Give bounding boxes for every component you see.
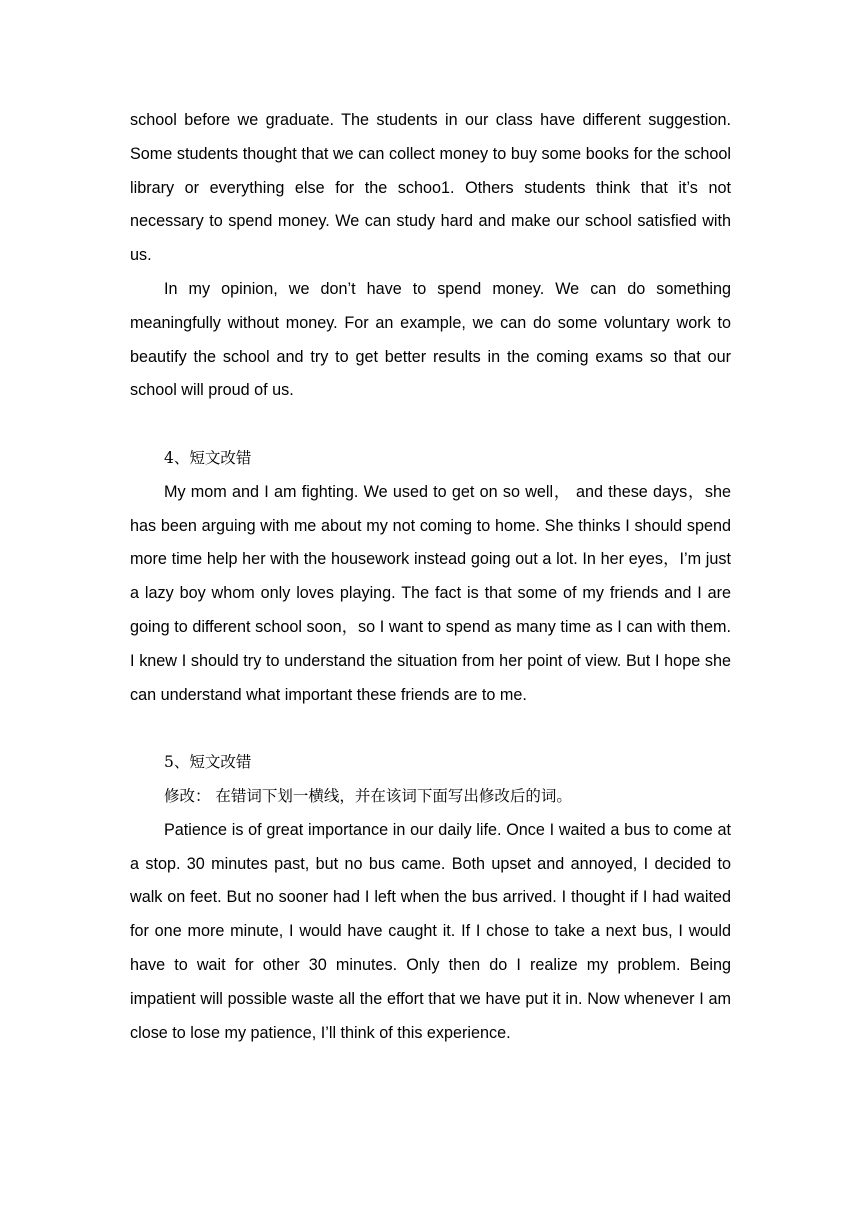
section-spacer [130,408,731,442]
section-4-heading: 4、短文改错 [164,448,252,467]
prev-paragraph-1: school before we graduate. The students in our class have different suggestion. Some students thought that we can collect money to buy some books for the school library or everything else for the schoo1. Others students think that it’s not necessary to spend money. We can study hard and make our school satisfied with us. [130,111,731,265]
section-spacer [130,712,731,746]
prev-paragraph-2: In my opinion, we don’t have to spend money. We can do something meaningfully without money. For an example, we can do some voluntary work to beautify the school and try to get better results in the coming exams so that our school will proud of us. [130,279,731,400]
section-5-paragraph: Patience is of great importance in our daily life. Once I waited a bus to come at a stop. 30 minutes past, but no bus came. Both upset and annoyed, I decided to walk on feet. But no sooner had I left when the bus arrived. I thought if I had waited for one more minute, I would have caught it. If I chose to take a next bus, I would have to wait for other 30 minutes. Only then do I realize my problem. Being impatient will possible waste all the effort that we have put it in. Now whenever I am close to lose my patience, I’ll think of this experience. [130,820,731,1042]
section-5-instruction: 修改： 在错词下划一横线，并在该词下面写出修改后的词。 [164,786,572,805]
document-page [130,104,731,1050]
section-5-heading: 5、短文改错 [164,753,252,772]
section-4-paragraph: My mom and I am fighting. We used to get on so well， and these days，she has been arguing with me about my not coming to home. She thinks I should spend more time help her with the housework instead going out a lot. In her eyes，I’m just a lazy boy whom only loves playing. The fact is that some of my friends and I are going to different school soon，so I want to spend as many time as I can with them. I knew I should try to understand the situation from her point of view. But I hope she can understand what important these friends are to me. [130,482,731,704]
